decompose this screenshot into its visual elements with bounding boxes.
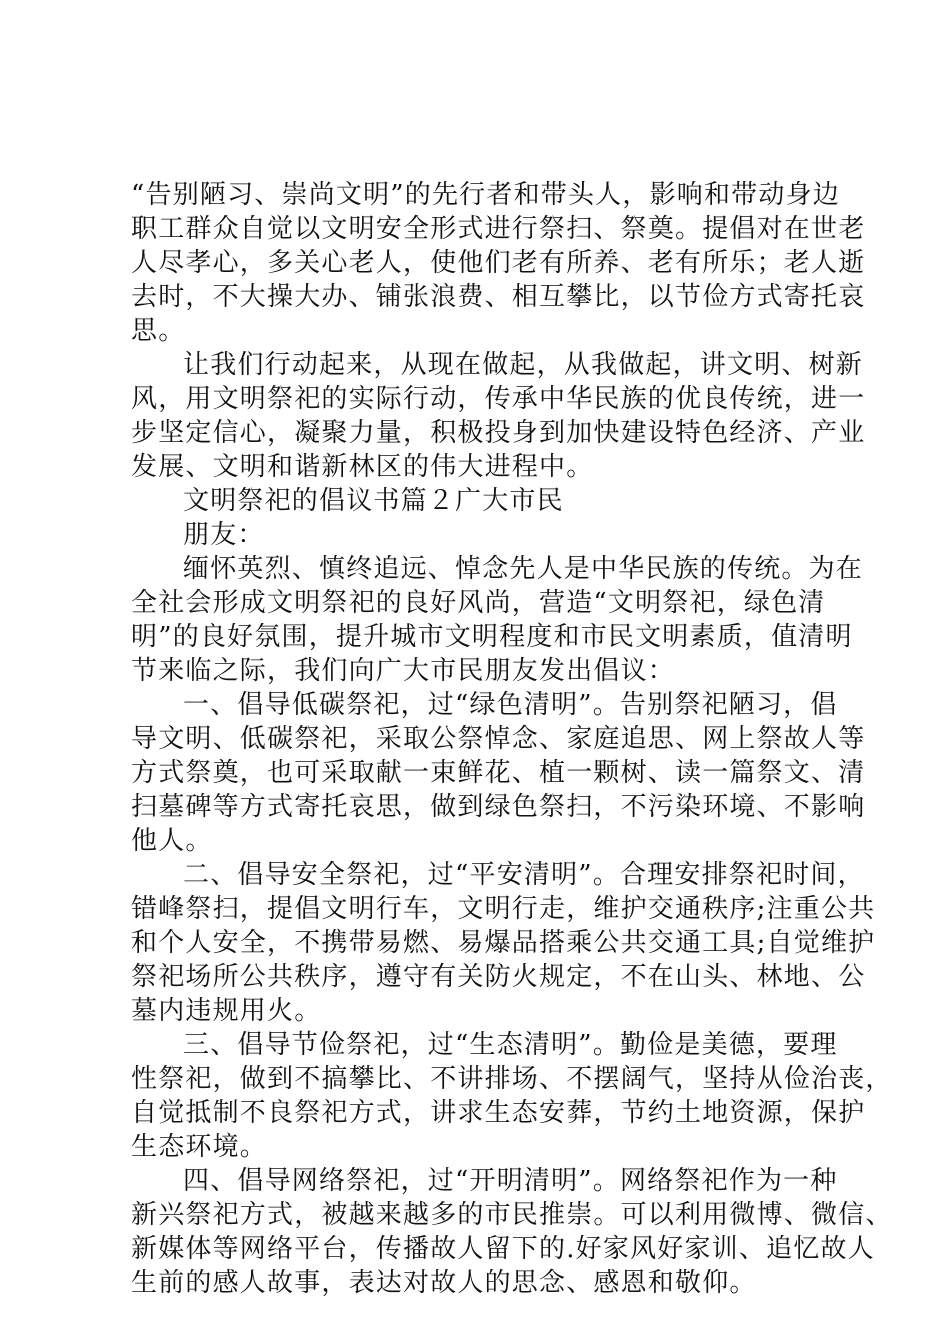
text-line: 新媒体等网络平台，传播故人留下的.好家风好家训、追忆故人: [131, 1234, 875, 1264]
text-line: 职工群众自觉以文明安全形式进行祭扫、祭奠。提倡对在世老: [131, 214, 866, 244]
text-line: 二、倡导安全祭祀，过“平安清明”。合理安排祭祀时间，: [183, 860, 865, 890]
text-line: 生前的感人故事，表达对故人的思念、感恩和敬仰。: [131, 1268, 757, 1298]
text-line: 发展、文明和谐新林区的伟大进程中。: [131, 452, 594, 482]
text-line: 全社会形成文明祭祀的良好风尚，营造“文明祭祀，绿色清: [131, 588, 826, 618]
text-line: 祭祀场所公共秩序，遵守有关防火规定，不在山头、林地、公: [131, 962, 866, 992]
text-line: 步坚定信心，凝聚力量，积极投身到加快建设特色经济、产业: [131, 418, 866, 448]
text-line: 明”的良好氛围，提升城市文明程度和市民文明素质，值清明: [131, 622, 853, 652]
text-line: 扫墓碑等方式寄托哀思，做到绿色祭扫，不污染环境、不影响: [131, 792, 866, 822]
text-line: 缅怀英烈、慎终追远、悼念先人是中华民族的传统。为在: [183, 554, 864, 584]
text-line: 四、倡导网络祭祀，过“开明清明”。网络祭祀作为一种: [183, 1166, 838, 1196]
text-line: 导文明、低碳祭祀，采取公祭悼念、家庭追思、网上祭故人等: [131, 724, 866, 754]
text-line: 风，用文明祭祀的实际行动，传承中华民族的优良传统，进一: [131, 384, 866, 414]
text-line: 自觉抵制不良祭祀方式，讲求生态安葬，节约土地资源，保护: [131, 1098, 866, 1128]
text-line: 一、倡导低碳祭祀，过“绿色清明”。告别祭祀陋习，倡: [183, 690, 838, 720]
text-line: 文明祭祀的倡议书篇２广大市民: [183, 486, 564, 516]
text-line: 新兴祭祀方式，被越来越多的市民推崇。可以利用微博、微信、: [131, 1200, 893, 1230]
text-line: 错峰祭扫，提倡文明行车，文明行走，维护交通秩序;注重公共: [131, 894, 876, 924]
text-line: 墓内违规用火。: [131, 996, 322, 1026]
text-line: 思。: [131, 316, 186, 346]
text-line: “告别陋习、崇尚文明”的先行者和带头人，影响和带动身边: [131, 180, 840, 210]
text-line: 他人。: [131, 826, 213, 856]
text-line: 方式祭奠，也可采取献一束鲜花、植一颗树、读一篇祭文、清: [131, 758, 866, 788]
text-line: 性祭祀，做到不搞攀比、不讲排场、不摆阔气，坚持从俭治丧，: [131, 1064, 893, 1094]
text-line: 人尽孝心，多关心老人，使他们老有所养、老有所乐；老人逝: [131, 248, 866, 278]
text-line: 节来临之际，我们向广大市民朋友发出倡议：: [131, 656, 676, 686]
text-line: 生态环境。: [131, 1132, 268, 1162]
text-line: 三、倡导节俭祭祀，过“生态清明”。勤俭是美德，要理: [183, 1030, 838, 1060]
text-line: 让我们行动起来，从现在做起，从我做起，讲文明、树新: [183, 350, 864, 380]
text-line: 朋友：: [183, 520, 265, 550]
text-line: 去时，不大操大办、铺张浪费、相互攀比，以节俭方式寄托哀: [131, 282, 866, 312]
text-line: 和个人安全，不携带易燃、易爆品搭乘公共交通工具;自觉维护: [131, 928, 876, 958]
document-body: [131, 178, 893, 1300]
